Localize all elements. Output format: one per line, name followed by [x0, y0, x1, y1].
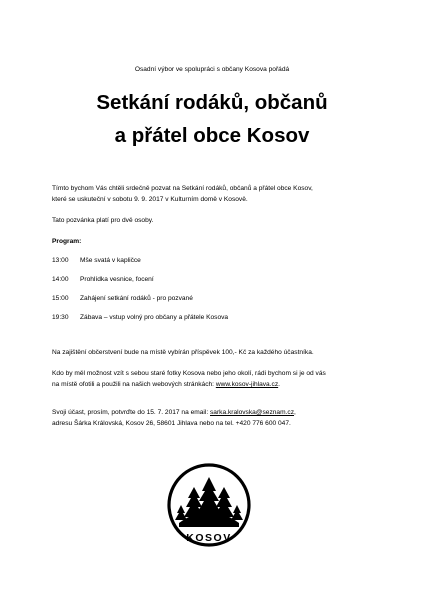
pine-trees-logo-icon [167, 461, 251, 555]
invitation-body [52, 183, 382, 429]
program-text: Mše svatá v kapličce [80, 257, 141, 264]
rsvp-text: Svoji účast, prosím, potvrďte do 15. 7. 2017 na email: [52, 409, 210, 416]
valid-note: Tato pozvánka platí pro dvě osoby. [52, 217, 154, 224]
photos-line-2-end: . [278, 381, 280, 388]
program-time: 14:00 [52, 276, 69, 283]
website-link[interactable]: www.kosov-jihlava.cz [215, 381, 279, 388]
intro-line: Osadní výbor ve spolupráci s občany Kosova pořádá [134, 66, 290, 73]
program-text: Zábava – vstup volný pro občany a přátele Kosova [80, 314, 229, 321]
program-time: 15:00 [52, 295, 69, 302]
rsvp-line-1 [52, 407, 382, 418]
title-line-1: Setkání rodáků, občanů [96, 91, 328, 114]
program-text: Prohlídka vesnice, focení [80, 276, 154, 283]
rsvp-comma: , [294, 409, 296, 416]
photos-line-2-text: na místě ofotili a použili na našich webových stránkách: [52, 381, 216, 388]
invite-line-2: které se uskuteční v sobotu 9. 9. 2017 v Kulturním domě v Kosově. [52, 196, 248, 203]
program-item [52, 255, 382, 266]
program-heading: Program: [52, 238, 82, 245]
program-item [52, 312, 382, 323]
refreshment-note: Na zajištění občerstvení bude na místě vybírán příspěvek 100,- Kč za každého účastníka. [52, 349, 314, 356]
invitation-title [0, 86, 424, 152]
program-time: 13:00 [52, 257, 69, 264]
invite-line-1: Tímto bychom Vás chtěli srdečně pozvat na Setkání rodáků, občanů a přátel obce Kosov, [52, 185, 313, 192]
photos-line-1: Kdo by měl možnost vzít s sebou staré fotky Kosova nebo jeho okolí, rádi bychom si je od vás [52, 370, 326, 377]
program-time: 19:30 [52, 314, 69, 321]
rsvp-line-2: adresu Šárka Královská, Kosov 26, 58601 Jihlava nebo na tel. +420 776 600 047. [52, 420, 291, 427]
logo-text: KOSOV [186, 532, 232, 544]
program-text: Zahájení setkání rodáků - pro pozvané [80, 295, 193, 302]
email-link[interactable]: sarka.kralovska@seznam.cz [210, 409, 295, 416]
program-item [52, 274, 382, 285]
photos-line-2 [52, 379, 382, 390]
title-line-2: a přátel obce Kosov [114, 124, 310, 147]
program-item [52, 293, 382, 304]
